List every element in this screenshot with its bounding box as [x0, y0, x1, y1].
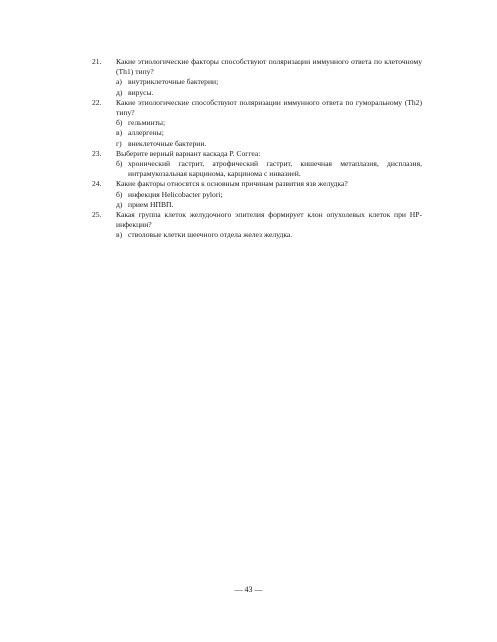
question-text: Какие этиологические факторы способствуют поляризации иммунного ответа по клеточному (Th1) типу?: [116, 57, 422, 77]
answer-text: внутриклеточные бактерии;: [128, 77, 219, 87]
answer-text: гельминты;: [128, 118, 166, 128]
answer-text: стволовые клетки шеечного отдела желез желудка.: [128, 230, 293, 240]
answer-letter: а): [116, 77, 122, 87]
question-23: [92, 149, 422, 180]
question-number: 24.: [92, 179, 102, 189]
answer-letter: д): [116, 87, 123, 97]
question-text: Какие этиологические способствуют поляризации иммунного ответа по гуморальному (Th2) типу?: [116, 97, 422, 118]
answer-letter: в): [116, 128, 123, 138]
question-body: [116, 57, 422, 98]
answer-option: [116, 190, 422, 200]
question-number: 23.: [92, 148, 102, 158]
question-list: [92, 57, 422, 241]
question-body: [116, 149, 422, 180]
question-body: [116, 210, 422, 241]
answer-text: инфекция Helicobacter pylori;: [128, 189, 223, 199]
question-25: [92, 210, 422, 241]
question-text: Какие факторы относятся к основным причинам развития язв желудка?: [116, 179, 348, 189]
answer-option: [116, 118, 422, 128]
answer-option: [116, 200, 422, 210]
answer-option: [116, 230, 422, 240]
answer-letter: б): [116, 189, 123, 199]
answer-letter: в): [116, 230, 123, 240]
answer-option: [116, 77, 422, 87]
answer-option: [116, 128, 422, 138]
question-number: 21.: [92, 57, 102, 66]
question-22: [92, 98, 422, 149]
page-number: — 43 —: [234, 585, 263, 594]
question-21: [92, 57, 422, 98]
answer-letter: д): [116, 199, 123, 209]
answer-option: [116, 88, 422, 98]
question-text: Какая группа клеток желудочного эпителия формирует клон опухолевых клеток при НР-инфекции?: [116, 210, 422, 230]
answer-letter: б): [116, 159, 123, 169]
question-number: 22.: [92, 97, 102, 107]
question-number: 25.: [92, 210, 102, 220]
question-body: [116, 98, 422, 149]
answer-text: внеклеточные бактерии.: [128, 138, 207, 148]
answer-option: [116, 159, 422, 179]
answer-text: прием НПВП.: [128, 199, 174, 209]
question-body: [116, 179, 422, 210]
question-24: [92, 179, 422, 210]
answer-option: [116, 139, 422, 149]
question-text: Выберите верный вариант каскада Р. Соггеа:: [116, 148, 261, 158]
answer-letter: б): [116, 118, 123, 128]
answer-letter: г): [116, 138, 122, 148]
answer-text: хронический гастрит, атрофический гастрит, кишечная метаплазия, дисплазия, интрамукозальная карцинома, карцинома с инвазией.: [128, 159, 422, 179]
answer-text: аллергены;: [128, 128, 164, 138]
answer-text: вирусы.: [128, 87, 154, 97]
